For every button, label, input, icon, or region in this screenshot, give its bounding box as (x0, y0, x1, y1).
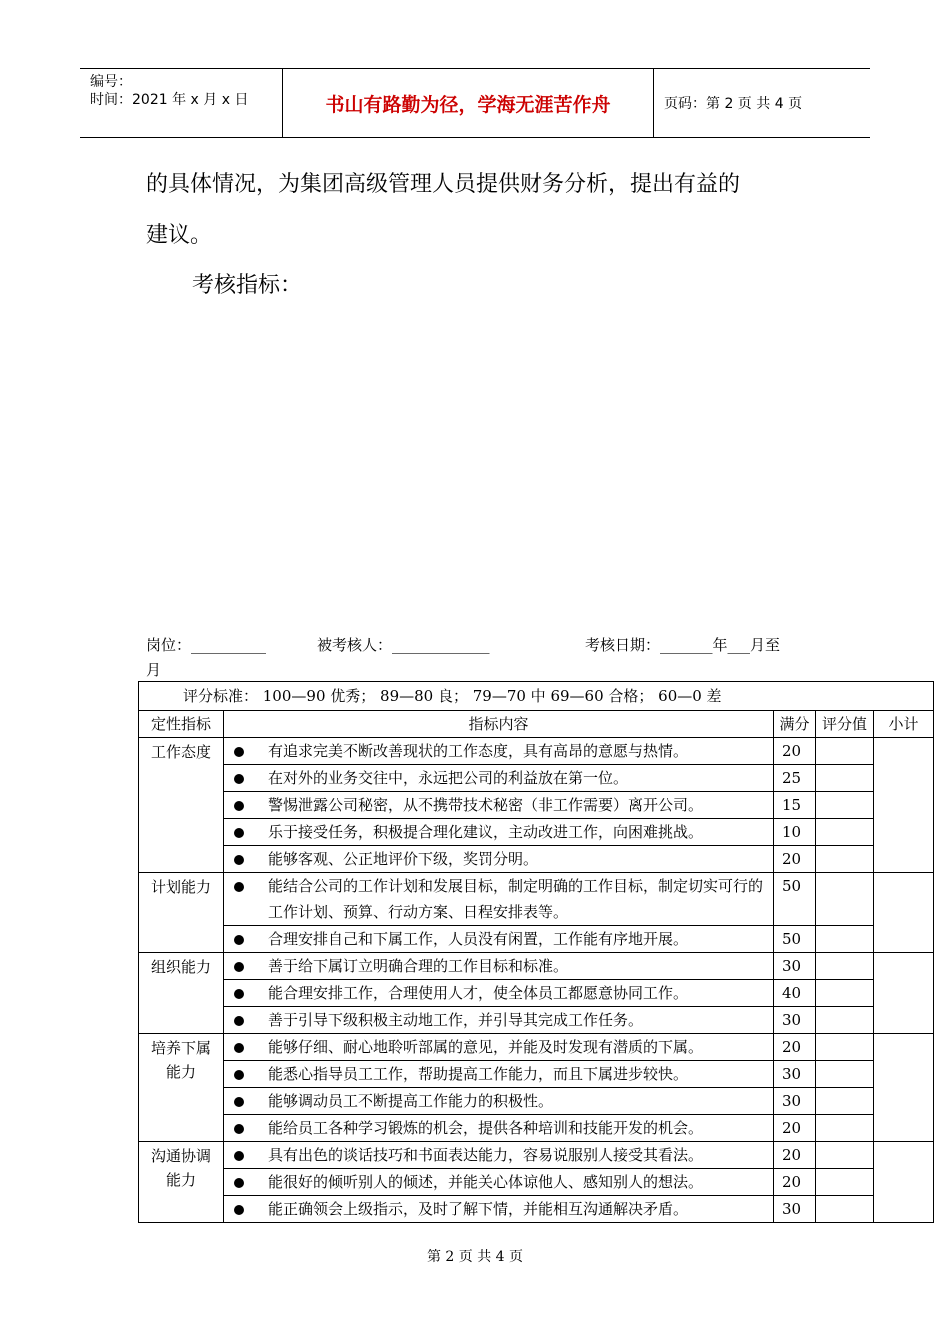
full-score: 30 (774, 1196, 816, 1223)
full-score: 20 (774, 1142, 816, 1169)
table-row (139, 819, 934, 846)
indicator-text: 能正确领会上级指示，及时了解下情，并能相互沟通解决矛盾。 (268, 1200, 689, 1218)
full-score: 40 (774, 980, 816, 1007)
indicator-text: 能悉心指导员工工作，帮助提高工作能力，而且下属进步较快。 (268, 1065, 689, 1083)
assessment-table (138, 681, 934, 1223)
section-heading: 考核指标： (192, 273, 303, 298)
bullet-icon (234, 1151, 244, 1161)
bullet-icon (234, 962, 244, 972)
table-row (139, 1115, 934, 1142)
bullet-icon (234, 989, 244, 999)
score-input-cell[interactable] (816, 792, 874, 819)
bullet-icon (234, 882, 244, 892)
full-score: 10 (774, 819, 816, 846)
header-page-number: 页码：第 2 页 共 4 页 (664, 96, 803, 112)
category-cell: 计划能力 (139, 873, 224, 953)
full-score: 20 (774, 738, 816, 765)
indicator-text: 有追求完美不断改善现状的工作态度，具有高昂的意愿与热情。 (268, 742, 689, 760)
indicator-text: 能给员工各种学习锻炼的机会，提供各种培训和技能开发的机会。 (268, 1119, 704, 1137)
indicator-text: 能很好的倾听别人的倾述，并能关心体谅他人、感知别人的想法。 (268, 1173, 704, 1191)
bullet-icon (234, 1043, 244, 1053)
score-input-cell[interactable] (816, 738, 874, 765)
page-header (80, 68, 870, 138)
score-input-cell[interactable] (816, 765, 874, 792)
body-text-line-1: 的具体情况，为集团高级管理人员提供财务分析，提出有益的 (146, 172, 741, 197)
indicator-text: 具有出色的谈话技巧和书面表达能力，容易说服别人接受其看法。 (268, 1146, 704, 1164)
subtotal-cell[interactable] (874, 873, 934, 953)
full-score: 50 (774, 926, 816, 953)
category-cell (139, 1034, 224, 1142)
header-full-score: 满分 (774, 711, 816, 738)
document-time-label: 时间：2021 年 x 月 x 日 (90, 92, 249, 108)
indicator-text: 合理安排自己和下属工作，人员没有闲置，工作能有序地开展。 (268, 930, 689, 948)
bullet-icon (234, 855, 244, 865)
indicator-text: 在对外的业务交往中，永远把公司的利益放在第一位。 (268, 769, 629, 787)
full-score: 50 (774, 873, 816, 926)
table-row (139, 1007, 934, 1034)
subtotal-cell[interactable] (874, 1142, 934, 1223)
indicator-text: 警惕泄露公司秘密，从不携带技术秘密（非工作需要）离开公司。 (268, 796, 704, 814)
header-motto: 书山有路勤为径，学海无涯苦作舟 (282, 69, 654, 137)
indicator-text: 乐于接受任务，积极提合理化建议，主动改进工作，向困难挑战。 (268, 823, 704, 841)
category-cell: 工作态度 (139, 738, 224, 873)
indicator-text: 能够调动员工不断提高工作能力的积极性。 (268, 1092, 554, 1110)
header-category: 定性指标 (139, 711, 224, 738)
header-left (80, 69, 282, 137)
table-row (139, 953, 934, 980)
table-row (139, 873, 934, 926)
table-row (139, 1142, 934, 1169)
table-row (139, 765, 934, 792)
bullet-icon (234, 1124, 244, 1134)
bullet-icon (234, 747, 244, 757)
category-cell: 组织能力 (139, 953, 224, 1034)
bullet-icon (234, 774, 244, 784)
full-score: 20 (774, 1169, 816, 1196)
indicator-text: 善于给下属订立明确合理的工作目标和标准。 (268, 957, 569, 975)
table-row (139, 1196, 934, 1223)
position-field: 岗位：__________ (146, 636, 267, 654)
score-input-cell[interactable] (816, 1034, 874, 1061)
scoring-standard: 评分标准： 100—90 优秀； 89—80 良； 79—70 中 69—60 合格； 60—0 差 (139, 682, 934, 711)
full-score: 30 (774, 1088, 816, 1115)
table-row (139, 1061, 934, 1088)
table-row (139, 1169, 934, 1196)
full-score: 30 (774, 1061, 816, 1088)
indicator-text: 能结合公司的工作计划和发展目标，制定明确的工作目标，制定切实可行的工作计划、预算、行动方案、日程安排表等。 (268, 877, 764, 921)
score-input-cell[interactable] (816, 1007, 874, 1034)
examinee-field: 被考核人：_____________ (317, 636, 490, 654)
score-input-cell[interactable] (816, 1142, 874, 1169)
score-input-cell[interactable] (816, 819, 874, 846)
assessment-date-continued: 月 (146, 661, 162, 679)
document-number-label: 编号： (90, 74, 132, 90)
indicator-text: 能合理安排工作，合理使用人才，使全体员工都愿意协同工作。 (268, 984, 689, 1002)
score-input-cell[interactable] (816, 980, 874, 1007)
indicator-text: 能够客观、公正地评价下级，奖罚分明。 (268, 850, 539, 868)
score-input-cell[interactable] (816, 926, 874, 953)
assessment-date-field: 考核日期：_______年___月至 (585, 636, 781, 654)
full-score: 15 (774, 792, 816, 819)
table-row (139, 738, 934, 765)
table-row (139, 846, 934, 873)
category-line-2: 能力 (165, 1063, 196, 1081)
table-row (139, 926, 934, 953)
subtotal-cell[interactable] (874, 1034, 934, 1142)
bullet-icon (234, 1097, 244, 1107)
score-input-cell[interactable] (816, 1061, 874, 1088)
indicator-text: 能够仔细、耐心地聆听部属的意见，并能及时发现有潜质的下属。 (268, 1038, 704, 1056)
full-score: 30 (774, 953, 816, 980)
bullet-icon (234, 935, 244, 945)
full-score: 20 (774, 1034, 816, 1061)
bullet-icon (234, 1070, 244, 1080)
score-input-cell[interactable] (816, 953, 874, 980)
full-score: 25 (774, 765, 816, 792)
subtotal-cell[interactable] (874, 738, 934, 873)
table-row (139, 1034, 934, 1061)
bullet-icon (234, 1016, 244, 1026)
bullet-icon (234, 1178, 244, 1188)
score-input-cell[interactable] (816, 1169, 874, 1196)
header-subtotal: 小计 (874, 711, 934, 738)
header-content: 指标内容 (224, 711, 774, 738)
header-score: 评分值 (816, 711, 874, 738)
score-input-cell[interactable] (816, 1196, 874, 1223)
score-input-cell[interactable] (816, 1115, 874, 1142)
table-row (139, 792, 934, 819)
full-score: 20 (774, 846, 816, 873)
score-input-cell[interactable] (816, 1088, 874, 1115)
table-row (139, 980, 934, 1007)
category-line-1: 沟通协调 (150, 1147, 211, 1165)
category-line-1: 培养下属 (150, 1039, 211, 1057)
bullet-icon (234, 1205, 244, 1215)
category-cell (139, 1142, 224, 1223)
subtotal-cell[interactable] (874, 953, 934, 1034)
full-score: 20 (774, 1115, 816, 1142)
score-input-cell[interactable] (816, 846, 874, 873)
body-text-line-2: 建议。 (146, 223, 213, 248)
table-row (139, 1088, 934, 1115)
page-footer: 第 2 页 共 4 页 (426, 1249, 524, 1265)
bullet-icon (234, 828, 244, 838)
full-score: 30 (774, 1007, 816, 1034)
bullet-icon (234, 801, 244, 811)
score-input-cell[interactable] (816, 873, 874, 926)
indicator-text: 善于引导下级积极主动地工作，并引导其完成工作任务。 (268, 1011, 644, 1029)
category-line-2: 能力 (165, 1171, 196, 1189)
